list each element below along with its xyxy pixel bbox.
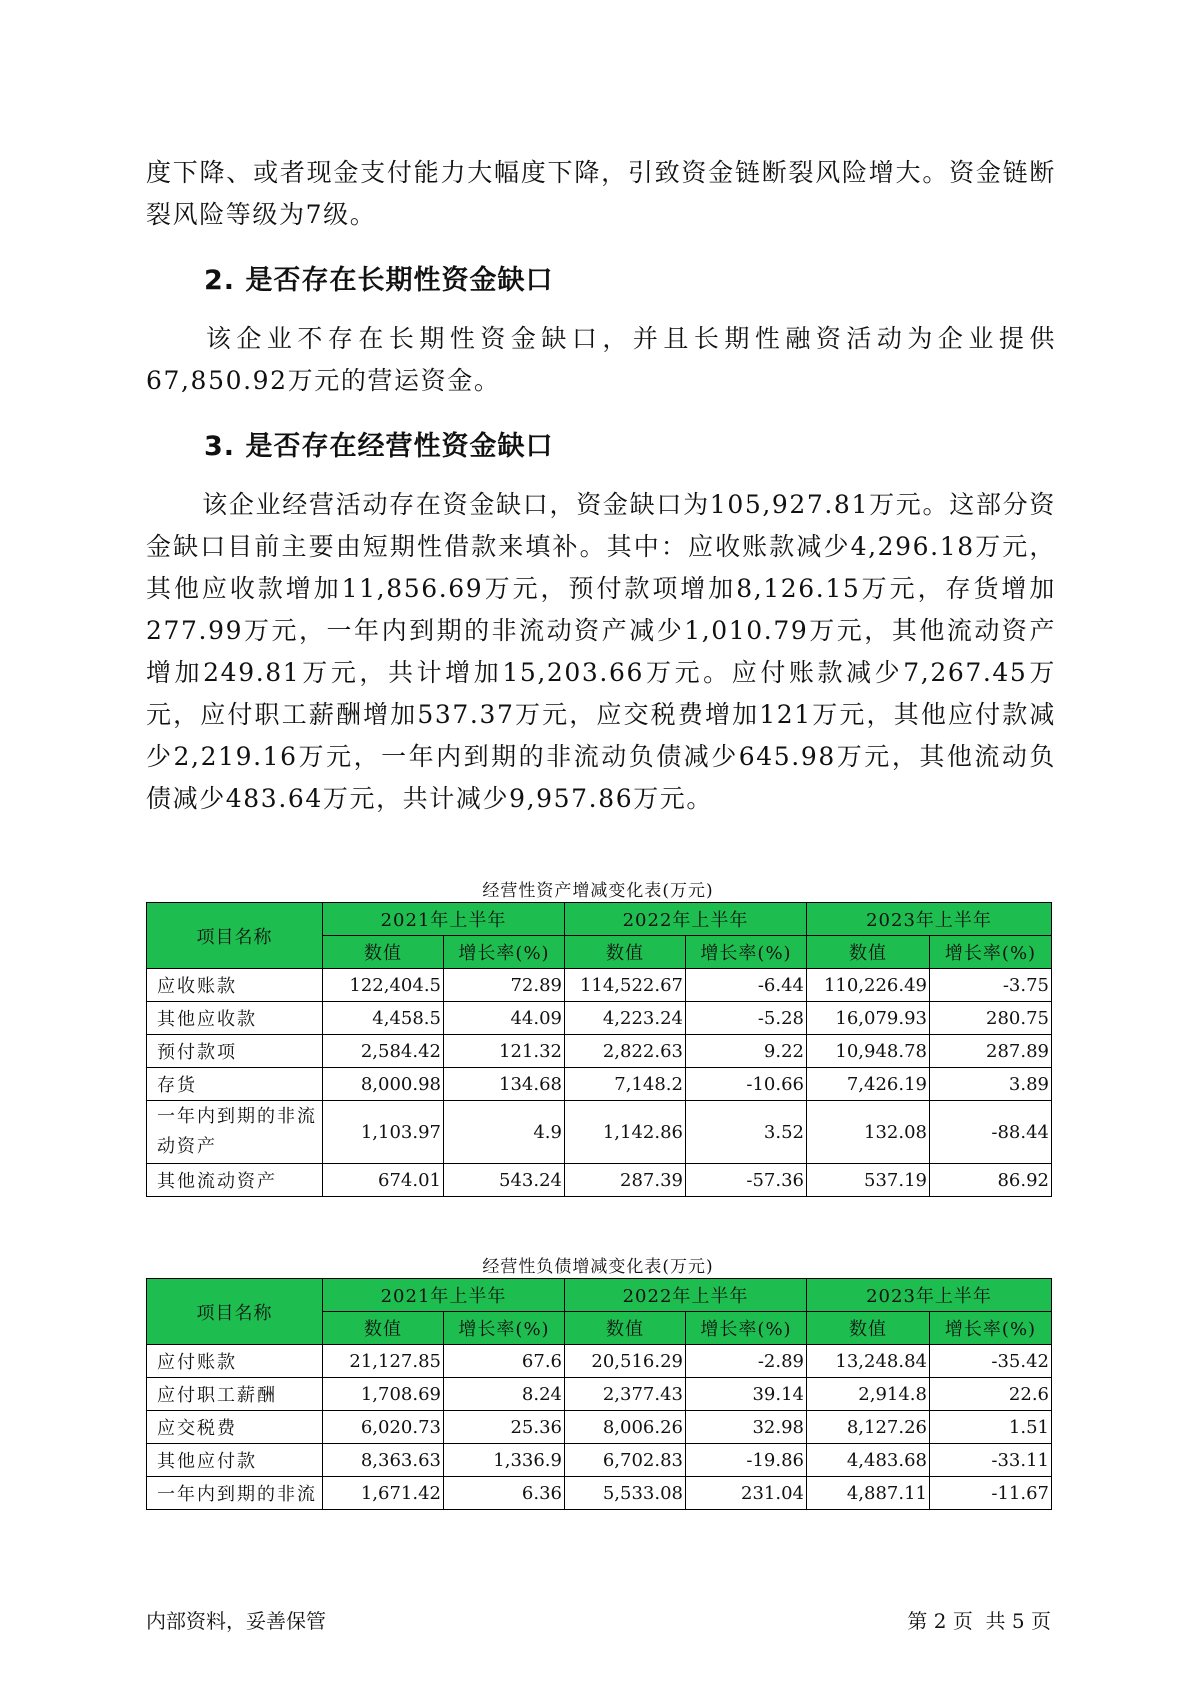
table-row <box>147 1477 1052 1510</box>
section-heading-operating-gap: 3. 是否存在经营性资金缺口 <box>204 431 554 462</box>
row-name: 其他流动资产 <box>147 1164 323 1197</box>
header-growth: 增长率(%) <box>686 936 807 969</box>
footer-confidential-note: 内部资料，妥善保管 <box>146 1609 326 1633</box>
cell-value: 21,127.85 <box>323 1345 444 1378</box>
row-name: 其他应付款 <box>147 1444 323 1477</box>
section-heading-long-term-gap: 2. 是否存在长期性资金缺口 <box>204 265 554 296</box>
cell-growth: 25.36 <box>444 1411 565 1444</box>
cell-value: 1,708.69 <box>323 1378 444 1411</box>
header-value: 数值 <box>807 1312 930 1345</box>
cell-value: 287.39 <box>565 1164 686 1197</box>
cell-growth: 543.24 <box>444 1164 565 1197</box>
footer-page-number: 第 2 页 共 5 页 <box>907 1609 1051 1633</box>
header-period-2021: 2021年上半年 <box>323 903 565 936</box>
cell-growth: -10.66 <box>686 1068 807 1101</box>
cell-growth: 6.36 <box>444 1477 565 1510</box>
cell-growth: 134.68 <box>444 1068 565 1101</box>
cell-value: 7,148.2 <box>565 1068 686 1101</box>
header-growth: 增长率(%) <box>686 1312 807 1345</box>
header-value: 数值 <box>323 936 444 969</box>
cell-value: 10,948.78 <box>807 1035 930 1068</box>
cell-value: 5,533.08 <box>565 1477 686 1510</box>
cell-growth: -11.67 <box>930 1477 1052 1510</box>
cell-growth: 86.92 <box>930 1164 1052 1197</box>
cell-growth: -88.44 <box>930 1101 1052 1164</box>
header-growth: 增长率(%) <box>930 1312 1052 1345</box>
header-period-2022: 2022年上半年 <box>565 903 807 936</box>
cell-growth: 287.89 <box>930 1035 1052 1068</box>
cell-value: 16,079.93 <box>807 1002 930 1035</box>
cell-value: 1,103.97 <box>323 1101 444 1164</box>
header-item-name: 项目名称 <box>147 903 323 969</box>
table-row <box>147 1444 1052 1477</box>
cell-value: 114,522.67 <box>565 969 686 1002</box>
table-row <box>147 1068 1052 1101</box>
table-row <box>147 1164 1052 1197</box>
cell-growth: -2.89 <box>686 1345 807 1378</box>
table-caption-assets: 经营性资产增减变化表(万元) <box>482 881 714 901</box>
cell-value: 110,226.49 <box>807 969 930 1002</box>
row-name: 预付款项 <box>147 1035 323 1068</box>
assets-change-table <box>146 902 1052 1197</box>
cell-growth: 1,336.9 <box>444 1444 565 1477</box>
cell-value: 8,006.26 <box>565 1411 686 1444</box>
header-growth: 增长率(%) <box>444 936 565 969</box>
row-name: 一年内到期的非流动资产 <box>147 1101 323 1164</box>
cell-growth: -6.44 <box>686 969 807 1002</box>
cell-value: 8,127.26 <box>807 1411 930 1444</box>
cell-value: 132.08 <box>807 1101 930 1164</box>
cell-growth: 72.89 <box>444 969 565 1002</box>
cell-value: 2,584.42 <box>323 1035 444 1068</box>
cell-growth: 3.52 <box>686 1101 807 1164</box>
cell-value: 6,702.83 <box>565 1444 686 1477</box>
cell-value: 4,887.11 <box>807 1477 930 1510</box>
cell-growth: 44.09 <box>444 1002 565 1035</box>
cell-value: 13,248.84 <box>807 1345 930 1378</box>
header-growth: 增长率(%) <box>444 1312 565 1345</box>
header-value: 数值 <box>565 1312 686 1345</box>
cell-growth: -35.42 <box>930 1345 1052 1378</box>
cell-value: 122,404.5 <box>323 969 444 1002</box>
paragraph-long-term-gap: 该企业不存在长期性资金缺口，并且长期性融资活动为企业提供67,850.92万元的营运资金。 <box>146 324 1056 395</box>
cell-value: 674.01 <box>323 1164 444 1197</box>
row-name: 一年内到期的非流 <box>147 1477 323 1510</box>
table-caption-liabilities: 经营性负债增减变化表(万元) <box>482 1257 714 1277</box>
cell-value: 537.19 <box>807 1164 930 1197</box>
cell-value: 20,516.29 <box>565 1345 686 1378</box>
cell-value: 1,671.42 <box>323 1477 444 1510</box>
cell-value: 4,223.24 <box>565 1002 686 1035</box>
row-name: 应付账款 <box>147 1345 323 1378</box>
liabilities-change-table <box>146 1278 1052 1510</box>
table-row <box>147 1035 1052 1068</box>
row-name: 其他应收款 <box>147 1002 323 1035</box>
cell-value: 7,426.19 <box>807 1068 930 1101</box>
header-period-2023: 2023年上半年 <box>807 1279 1052 1312</box>
header-period-2022: 2022年上半年 <box>565 1279 807 1312</box>
cell-value: 1,142.86 <box>565 1101 686 1164</box>
cell-value: 4,483.68 <box>807 1444 930 1477</box>
cell-value: 6,020.73 <box>323 1411 444 1444</box>
cell-growth: 280.75 <box>930 1002 1052 1035</box>
cell-growth: 67.6 <box>444 1345 565 1378</box>
header-period-2023: 2023年上半年 <box>807 903 1052 936</box>
header-item-name: 项目名称 <box>147 1279 323 1345</box>
cell-growth: 3.89 <box>930 1068 1052 1101</box>
table-row <box>147 1101 1052 1164</box>
cell-growth: 22.6 <box>930 1378 1052 1411</box>
cell-growth: -19.86 <box>686 1444 807 1477</box>
table-row <box>147 1345 1052 1378</box>
cell-growth: -5.28 <box>686 1002 807 1035</box>
row-name: 应交税费 <box>147 1411 323 1444</box>
cell-value: 8,000.98 <box>323 1068 444 1101</box>
cell-growth: -3.75 <box>930 969 1052 1002</box>
cell-growth: 1.51 <box>930 1411 1052 1444</box>
cell-growth: 4.9 <box>444 1101 565 1164</box>
row-name: 应付职工薪酬 <box>147 1378 323 1411</box>
cell-value: 2,914.8 <box>807 1378 930 1411</box>
cell-growth: 121.32 <box>444 1035 565 1068</box>
paragraph-risk-continued: 度下降、或者现金支付能力大幅度下降，引致资金链断裂风险增大。资金链断裂风险等级为7级。 <box>146 158 1056 229</box>
row-name: 应收账款 <box>147 969 323 1002</box>
cell-growth: 231.04 <box>686 1477 807 1510</box>
cell-value: 2,822.63 <box>565 1035 686 1068</box>
cell-growth: 32.98 <box>686 1411 807 1444</box>
cell-growth: 8.24 <box>444 1378 565 1411</box>
header-value: 数值 <box>807 936 930 969</box>
table-row <box>147 969 1052 1002</box>
cell-value: 4,458.5 <box>323 1002 444 1035</box>
cell-value: 2,377.43 <box>565 1378 686 1411</box>
cell-value: 8,363.63 <box>323 1444 444 1477</box>
cell-growth: -33.11 <box>930 1444 1052 1477</box>
cell-growth: -57.36 <box>686 1164 807 1197</box>
header-growth: 增长率(%) <box>930 936 1052 969</box>
header-period-2021: 2021年上半年 <box>323 1279 565 1312</box>
row-name: 存货 <box>147 1068 323 1101</box>
cell-growth: 39.14 <box>686 1378 807 1411</box>
header-value: 数值 <box>565 936 686 969</box>
table-row <box>147 1002 1052 1035</box>
paragraph-operating-gap: 该企业经营活动存在资金缺口，资金缺口为105,927.81万元。这部分资金缺口目前主要由短期性借款来填补。其中：应收账款减少4,296.18万元，其他应收款增加11,856.69万元，预付款项增加8,126.15万元，存货增加277.99万元，一年内到期的非流动资产减少1,010.79万元，其他流动资产增加249.81万元，共计增加15,203.66万元。应付账款减少7,267.45万元，应付职工薪酬增加537.37万元，应交税费增加121万元，其他应付款减少2,219.16万元，一年内到期的非流动负债减少645.98万元，其他流动负债减少483.64万元，共计减少9,957.86万元。 <box>146 490 1056 813</box>
table-row <box>147 1411 1052 1444</box>
cell-growth: 9.22 <box>686 1035 807 1068</box>
table-row <box>147 1378 1052 1411</box>
header-value: 数值 <box>323 1312 444 1345</box>
